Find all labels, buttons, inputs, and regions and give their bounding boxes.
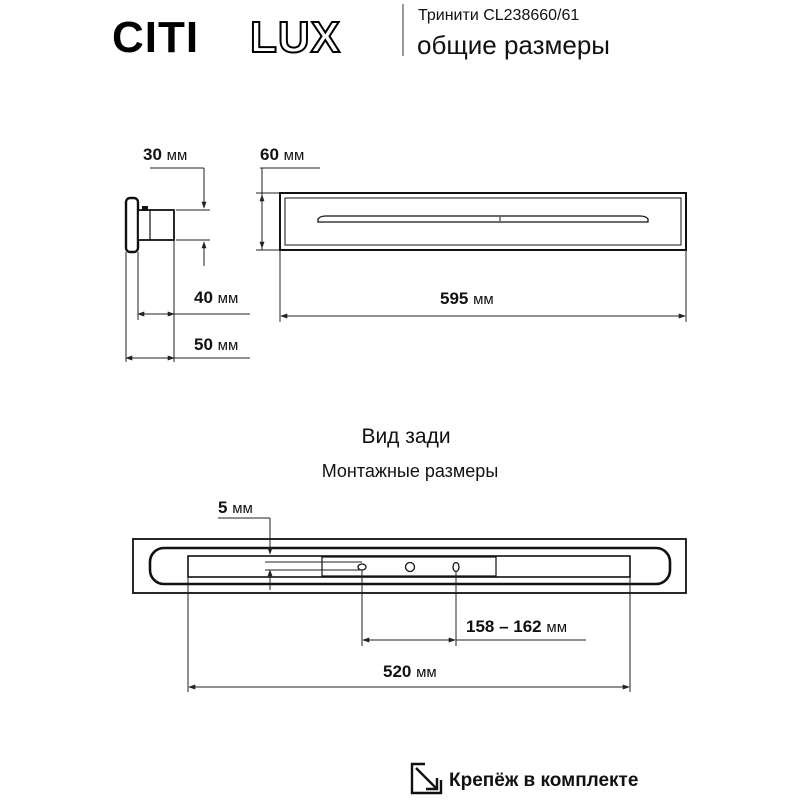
mount-width-value: 520 [383,662,412,681]
rear-view-subtitle: Монтажные размеры [321,461,499,481]
depth-top-unit: мм [166,147,188,164]
wall-plate [126,198,138,252]
rear-view [133,498,686,692]
height-value: 60 [260,145,279,164]
brand-logo [112,13,341,62]
depth-mid-value: 40 [194,288,213,307]
depth-mid-unit: мм [217,290,239,307]
depth-total-value: 50 [194,335,213,354]
page-subtitle: общие размеры [417,30,610,60]
brand-logo-left: CITI [112,13,200,62]
svg-text:5 мм [218,498,253,517]
hole-spacing-unit: мм [546,619,567,636]
brand-logo-right: LUX [250,13,341,62]
svg-text:30 мм [143,145,187,164]
model-name: Тринити CL238660/61 [418,7,580,24]
rear-view-title: Вид зади [361,425,451,448]
front-view [256,145,686,322]
svg-text:158 – 162 мм [466,617,567,636]
width-unit: мм [473,291,494,308]
svg-text:60 мм [260,145,304,164]
svg-text:520 мм [383,662,437,681]
arrow-in-box-icon [412,764,441,793]
offset-value: 5 [218,498,228,517]
svg-text:50 мм [194,335,238,354]
height-unit: мм [283,147,305,164]
svg-text:595 мм [440,289,494,308]
mount-hole-left [358,564,366,570]
mount-hole-right [453,563,459,572]
mount-width-unit: мм [416,664,437,681]
depth-top-value: 30 [143,145,162,164]
hole-spacing-value: 158 – 162 [466,617,542,636]
footer-note: Крепёж в комплекте [449,770,639,791]
width-value: 595 [440,289,469,308]
mount-hole-center [406,563,415,572]
depth-total-unit: мм [217,337,239,354]
offset-unit: мм [232,500,253,517]
side-body [138,210,174,240]
side-view [126,145,250,362]
light-slot [318,216,648,222]
svg-text:40 мм [194,288,238,307]
